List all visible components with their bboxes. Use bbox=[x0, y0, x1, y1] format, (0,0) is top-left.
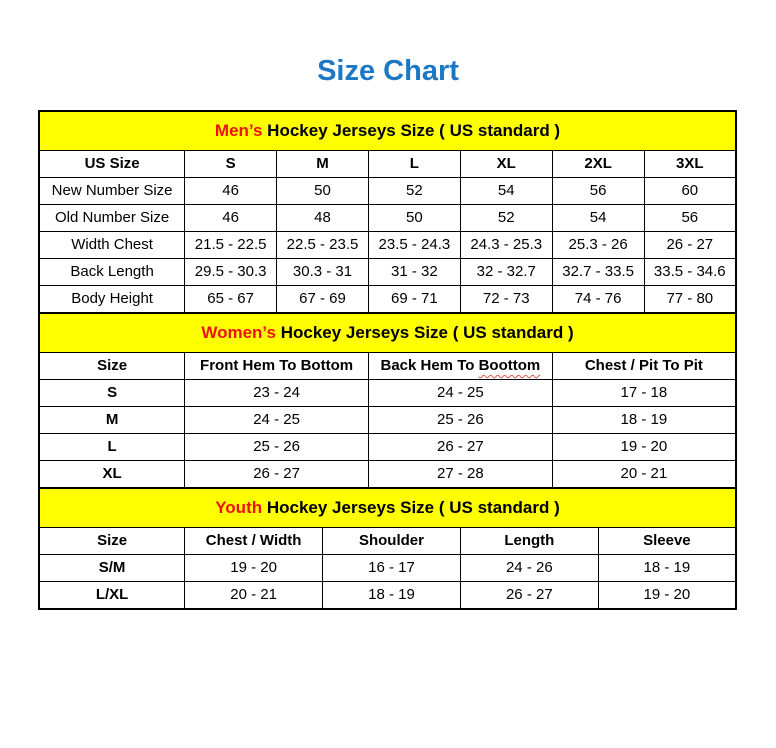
header-text: Back Hem To bbox=[380, 356, 479, 374]
cell-value: 72 - 73 bbox=[460, 285, 552, 313]
table-row-m bbox=[39, 406, 736, 433]
cell-value: 50 bbox=[277, 177, 369, 204]
cell-value: 21.5 - 22.5 bbox=[185, 231, 277, 258]
cell-value: 19 - 20 bbox=[598, 581, 736, 609]
cell-value: 26 - 27 bbox=[185, 460, 369, 488]
cell-value: 24 - 26 bbox=[460, 554, 598, 581]
cell-value: 52 bbox=[368, 177, 460, 204]
cell-value: 24 - 25 bbox=[368, 379, 552, 406]
column-header-size: Size bbox=[39, 527, 185, 554]
cell-value: 32 - 32.7 bbox=[460, 258, 552, 285]
column-header-s: S bbox=[185, 150, 277, 177]
cell-value: 19 - 20 bbox=[185, 554, 323, 581]
column-header-row bbox=[39, 527, 736, 554]
cell-value: 56 bbox=[644, 204, 736, 231]
cell-value: 25 - 26 bbox=[185, 433, 369, 460]
cell-value: 23.5 - 24.3 bbox=[368, 231, 460, 258]
row-label: Old Number Size bbox=[39, 204, 185, 231]
cell-value: 25 - 26 bbox=[368, 406, 552, 433]
table-row-old-number-size bbox=[39, 204, 736, 231]
row-label: M bbox=[39, 406, 185, 433]
row-label: Back Length bbox=[39, 258, 185, 285]
cell-value: 25.3 - 26 bbox=[552, 231, 644, 258]
cell-value: 18 - 19 bbox=[598, 554, 736, 581]
cell-value: 60 bbox=[644, 177, 736, 204]
cell-value: 20 - 21 bbox=[552, 460, 736, 488]
cell-value: 74 - 76 bbox=[552, 285, 644, 313]
row-label: L/XL bbox=[39, 581, 185, 609]
row-label: S bbox=[39, 379, 185, 406]
row-label: New Number Size bbox=[39, 177, 185, 204]
row-label: XL bbox=[39, 460, 185, 488]
cell-value: 33.5 - 34.6 bbox=[644, 258, 736, 285]
banner-highlight: Women’s bbox=[201, 322, 276, 342]
banner-highlight: Youth bbox=[215, 497, 263, 517]
size-chart bbox=[38, 110, 737, 610]
table-row-l-xl bbox=[39, 581, 736, 609]
column-header-m: M bbox=[277, 150, 369, 177]
banner-cell bbox=[39, 111, 736, 151]
cell-value: 30.3 - 31 bbox=[277, 258, 369, 285]
cell-value: 54 bbox=[552, 204, 644, 231]
table-row-l bbox=[39, 433, 736, 460]
cell-value: 52 bbox=[460, 204, 552, 231]
column-header-size: Size bbox=[39, 352, 185, 379]
table-row-width-chest bbox=[39, 231, 736, 258]
cell-value: 32.7 - 33.5 bbox=[552, 258, 644, 285]
misspelled-word: Boottom bbox=[478, 356, 541, 374]
cell-value: 19 - 20 bbox=[552, 433, 736, 460]
row-label: Width Chest bbox=[39, 231, 185, 258]
cell-value: 23 - 24 bbox=[185, 379, 369, 406]
row-label: S/M bbox=[39, 554, 185, 581]
column-header-sleeve: Sleeve bbox=[598, 527, 736, 554]
banner-rest: Hockey Jerseys Size ( US standard ) bbox=[262, 120, 561, 140]
cell-value: 54 bbox=[460, 177, 552, 204]
page-title: Size Chart bbox=[317, 55, 459, 87]
womens-size-table bbox=[38, 312, 737, 489]
column-header-l: L bbox=[368, 150, 460, 177]
banner-cell bbox=[39, 313, 736, 353]
column-header-3xl: 3XL bbox=[644, 150, 736, 177]
cell-value: 18 - 19 bbox=[323, 581, 461, 609]
column-header-row bbox=[39, 352, 736, 379]
column-header-row bbox=[39, 150, 736, 177]
banner-rest: Hockey Jerseys Size ( US standard ) bbox=[262, 497, 560, 517]
cell-value: 22.5 - 23.5 bbox=[277, 231, 369, 258]
cell-value: 48 bbox=[277, 204, 369, 231]
cell-value: 18 - 19 bbox=[552, 406, 736, 433]
cell-value: 46 bbox=[185, 177, 277, 204]
cell-value: 26 - 27 bbox=[368, 433, 552, 460]
column-header-shoulder: Shoulder bbox=[323, 527, 461, 554]
cell-value: 56 bbox=[552, 177, 644, 204]
table-row-back-length bbox=[39, 258, 736, 285]
cell-value: 67 - 69 bbox=[277, 285, 369, 313]
cell-value: 16 - 17 bbox=[323, 554, 461, 581]
section-banner-mens bbox=[39, 111, 736, 151]
cell-value: 31 - 32 bbox=[368, 258, 460, 285]
table-row-s-m bbox=[39, 554, 736, 581]
cell-value: 29.5 - 30.3 bbox=[185, 258, 277, 285]
section-banner-youth bbox=[39, 488, 736, 528]
mens-size-table bbox=[38, 110, 737, 314]
section-banner-womens bbox=[39, 313, 736, 353]
table-row-s bbox=[39, 379, 736, 406]
column-header-chest-pit-to-pit: Chest / Pit To Pit bbox=[552, 352, 736, 379]
table-row-xl bbox=[39, 460, 736, 488]
banner-highlight: Men’s bbox=[214, 120, 263, 140]
cell-value: 27 - 28 bbox=[368, 460, 552, 488]
cell-value: 65 - 67 bbox=[185, 285, 277, 313]
cell-value: 17 - 18 bbox=[552, 379, 736, 406]
row-label: L bbox=[39, 433, 185, 460]
youth-size-table bbox=[38, 487, 737, 610]
cell-value: 50 bbox=[368, 204, 460, 231]
column-header-2xl: 2XL bbox=[552, 150, 644, 177]
cell-value: 20 - 21 bbox=[185, 581, 323, 609]
column-header-xl: XL bbox=[460, 150, 552, 177]
table-row-body-height bbox=[39, 285, 736, 313]
banner-cell bbox=[39, 488, 736, 528]
column-header-front-hem-to-bottom: Front Hem To Bottom bbox=[185, 352, 369, 379]
table-row-new-number-size bbox=[39, 177, 736, 204]
cell-value: 26 - 27 bbox=[644, 231, 736, 258]
column-header-back-hem-to-boottom bbox=[368, 352, 552, 379]
banner-rest: Hockey Jerseys Size ( US standard ) bbox=[275, 322, 574, 342]
cell-value: 46 bbox=[185, 204, 277, 231]
cell-value: 24.3 - 25.3 bbox=[460, 231, 552, 258]
column-header-chest-width: Chest / Width bbox=[185, 527, 323, 554]
column-header-us-size: US Size bbox=[39, 150, 185, 177]
cell-value: 26 - 27 bbox=[460, 581, 598, 609]
column-header-length: Length bbox=[460, 527, 598, 554]
cell-value: 24 - 25 bbox=[185, 406, 369, 433]
row-label: Body Height bbox=[39, 285, 185, 313]
cell-value: 77 - 80 bbox=[644, 285, 736, 313]
cell-value: 69 - 71 bbox=[368, 285, 460, 313]
